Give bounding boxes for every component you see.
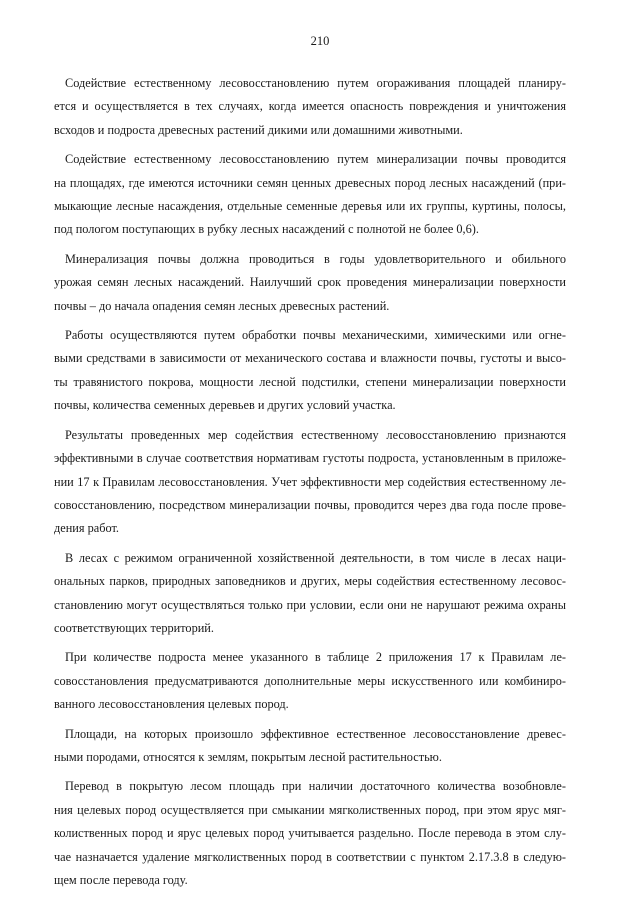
paragraph-line: Содействие естественному лесовосстановлению путем минерализации почвы проводится bbox=[65, 152, 566, 167]
paragraph bbox=[54, 248, 566, 318]
paragraph-line: Площади, на которых произошло эффективное естественное лесовосстановление древес- bbox=[65, 726, 566, 741]
paragraph-line: Перевод в покрытую лесом площадь при наличии достаточного количества возобновле- bbox=[65, 779, 566, 794]
paragraph-line: совосстановления предусматриваются дополнительные меры искусственного или комбиниро- bbox=[54, 673, 566, 688]
paragraph-line: дения работ. bbox=[54, 521, 119, 536]
paragraph-line: выми средствами в зависимости от механического состава и влажности почвы, густоты и высо- bbox=[54, 351, 566, 366]
paragraph-line: В лесах с режимом ограниченной хозяйственной деятельности, в том числе в лесах нaци- bbox=[65, 550, 566, 565]
paragraph-line: совосстановлению, посредством минерализации почвы, проводится через два года после прове- bbox=[54, 497, 566, 512]
paragraph-line: ными породами, относятся к землям, покрытым лесной растительностью. bbox=[54, 749, 442, 764]
paragraph-line: почвы, количества семенных деревьев и других условий участка. bbox=[54, 398, 396, 413]
paragraph-line: эффективными в случае соответствия нормативам густоты подроста, установленным в приложе- bbox=[54, 451, 566, 466]
document-body bbox=[54, 72, 566, 898]
paragraph-line: ванного лесовосстановления целевых пород. bbox=[54, 697, 289, 712]
paragraph bbox=[54, 148, 566, 242]
paragraph-line: соответствующих территорий. bbox=[54, 620, 214, 635]
paragraph bbox=[54, 72, 566, 142]
paragraph bbox=[54, 775, 566, 892]
paragraph-line: урожая семян лесных насаждений. Наилучший срок проведения минерализации поверхности bbox=[54, 275, 566, 290]
paragraph-line: всходов и подроста древесных растений дикими или домашними животными. bbox=[54, 122, 463, 137]
paragraph-line: колиственных пород и ярус целевых пород учитывается раздельно. После перевода в этом слу- bbox=[54, 826, 566, 841]
paragraph-line: мыкающие лесные насаждения, отдельные семенные деревья или их группы, куртины, полосы, bbox=[54, 199, 566, 214]
paragraph-line: чае назначается удаление мягколиственных пород в соответствии с пунктом 2.17.3.8 в следую- bbox=[54, 849, 566, 864]
paragraph-line: на площадях, где имеются источники семян ценных древесных пород лесных насаждений (при- bbox=[54, 175, 566, 190]
paragraph-line: Результаты проведенных мер содействия естественному лесовосстановлению признаются bbox=[65, 427, 566, 442]
paragraph-line: ется и осуществляется в тех случаях, когда имеется опасность повреждения и уничтожения bbox=[54, 99, 566, 114]
paragraph-line: становлению могут осуществляться только при условии, если они не нарушают режима охраны bbox=[54, 597, 566, 612]
paragraph bbox=[54, 324, 566, 418]
paragraph-line: под пологом поступающих в рубку лесных насаждений с полнотой не более 0,6). bbox=[54, 222, 479, 237]
paragraph-line: Содействие естественному лесовосстановлению путем огораживания площадей планиру- bbox=[65, 76, 566, 90]
paragraph bbox=[54, 424, 566, 541]
paragraph-line: Минерализация почвы должна проводиться в годы удовлетворительного и обильного bbox=[65, 251, 566, 266]
paragraph-line: При количестве подроста менее указанного в таблице 2 приложения 17 к Правилам ле- bbox=[65, 650, 566, 665]
paragraph-line: ния целевых пород осуществляется при смыкании мягколиственных пород, при этом ярус мяг- bbox=[54, 802, 566, 817]
paragraph-line: нии 17 к Правилам лесовосстановления. Учет эффективности мер содействия естественному ле- bbox=[54, 474, 566, 489]
paragraph-line: почвы – до начала опадения семян лесных древесных растений. bbox=[54, 298, 390, 313]
paragraph bbox=[54, 547, 566, 641]
page-number: 210 bbox=[310, 34, 330, 48]
paragraph bbox=[54, 723, 566, 770]
paragraph bbox=[54, 646, 566, 716]
paragraph-line: Работы осуществляются путем обработки почвы механическими, химическими или огне- bbox=[65, 328, 566, 343]
paragraph-line: ты травянистого покрова, мощности лесной подстилки, степени минерализации поверхности bbox=[54, 374, 566, 389]
paragraph-line: щем после перевода году. bbox=[54, 873, 188, 887]
paragraph-line: ональных парков, природных заповедников и других, меры содействия естественному лесовос- bbox=[54, 574, 566, 589]
